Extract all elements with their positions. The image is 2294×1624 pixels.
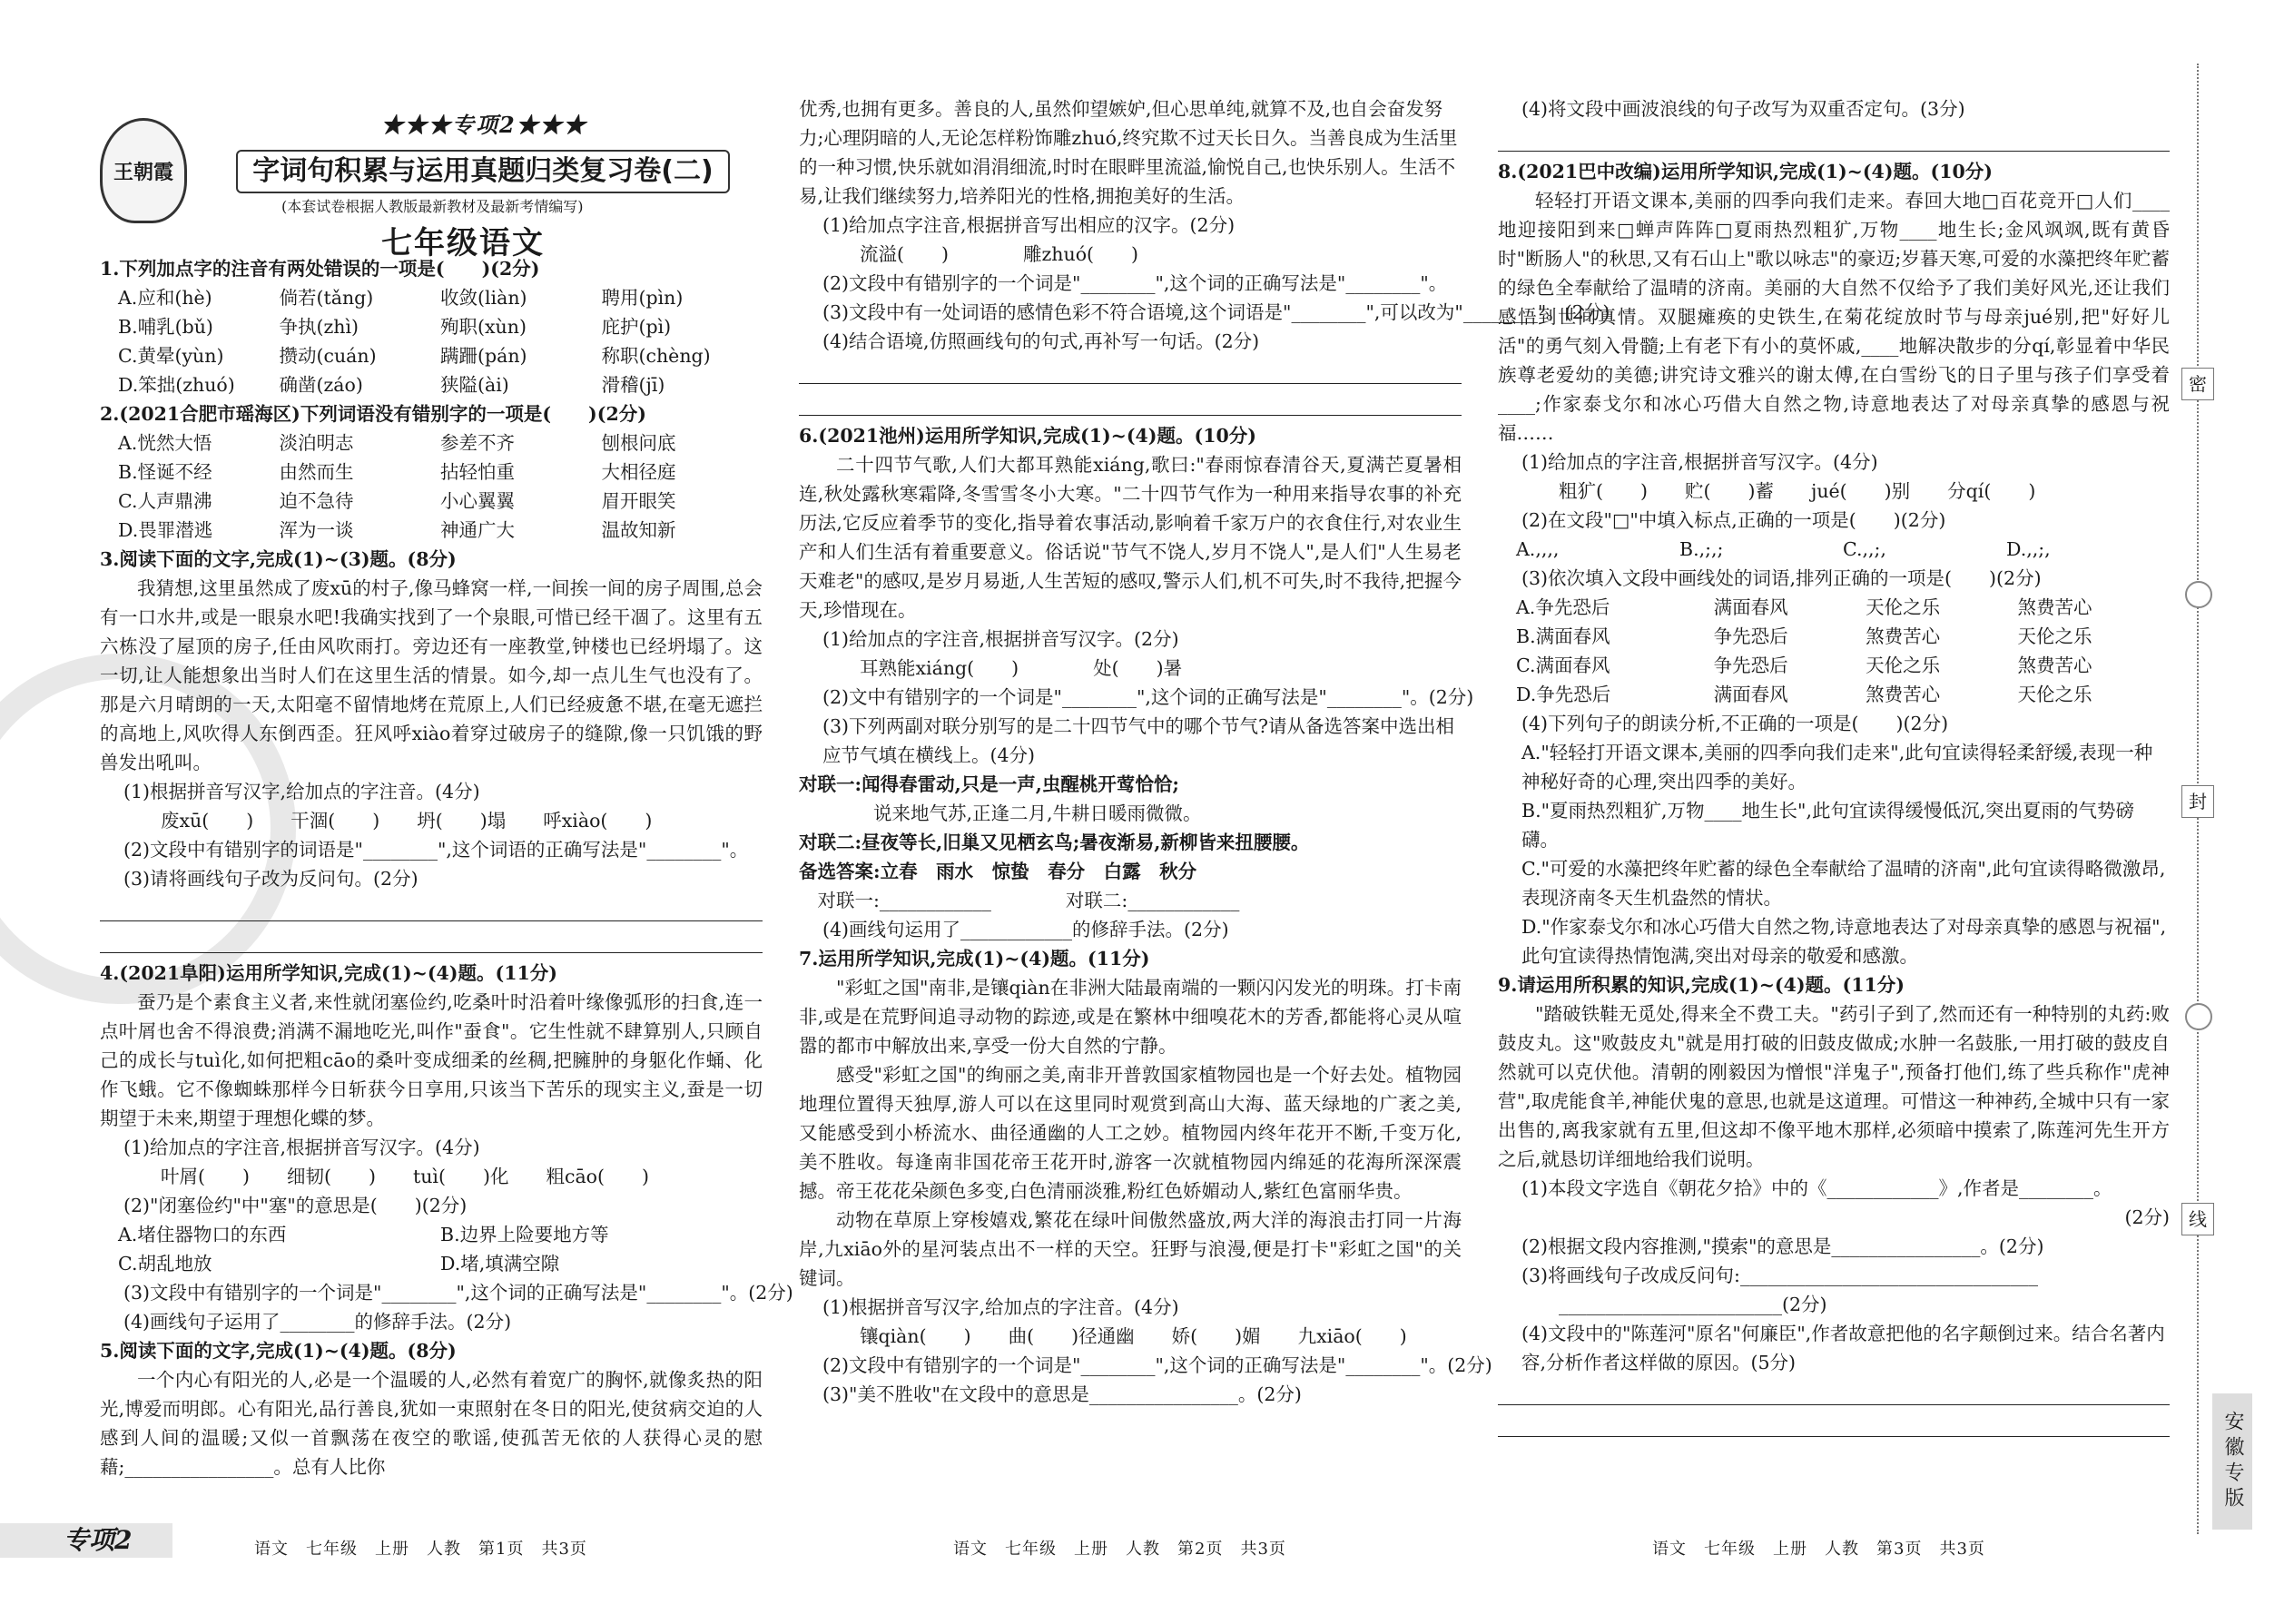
question-line: 备选答案:立春 雨水 惊蛰 春分 白露 秋分 <box>799 861 1197 882</box>
passage-paragraph: 感受"彩虹之国"的绚丽之美,南非开普敦国家植物园也是一个好去处。植物园地理位置得天独厚,游人可以在这里同时观赏到高山大海、蓝天绿地的广袤之美,又能感受到小桥流水、曲径通幽的人工之妙。植物园内终年花开不断,千变万化,美不胜收。每逢南非国花帝王花开时,游客一次就植物园内绵延的花海所深深震撼。帝王花花朵颜色多变,白色清丽淡雅,粉红色娇媚动人,紫红色富丽华贵。 <box>799 1064 1462 1202</box>
option-item: C.满面春风 <box>1516 655 1610 676</box>
page-footer-3: 语文 七年级 上册 人教 第3页 共3页 <box>1652 1540 1985 1559</box>
question-line: (3)将画线句子改成反问句:________________________________ <box>1521 1265 2038 1286</box>
option-item: A.应和(hè) <box>118 287 212 309</box>
question-line: (3)"美不胜收"在文段中的意思是________________。(2分) <box>822 1383 1302 1405</box>
option-row <box>100 487 763 516</box>
option-item: 由然而生 <box>279 461 354 483</box>
option-item: 争执(zhì) <box>279 316 359 338</box>
option-item: 攒动(cuán) <box>279 345 377 367</box>
question-line: (3)请将画线句子改为反问句。(2分) <box>123 868 418 890</box>
question-heading: 1.下列加点字的注音有两处错误的一项是( )(2分) <box>100 258 540 280</box>
option-item: C.人声鼎沸 <box>118 490 212 512</box>
question-line: (1)给加点字注音,根据拼音写出相应的汉字。(2分) <box>822 214 1236 236</box>
option-item: D.堵,填满空隙 <box>440 1253 560 1275</box>
column-1 <box>100 254 793 1481</box>
binding-char: 密 <box>2181 368 2214 400</box>
option-item: 天伦之乐 <box>2017 625 2092 647</box>
question-line: (3)文段中有一处词语的感情色彩不符合语境,这个词语是"________",可以改为"________"。(2分) <box>822 301 1610 323</box>
question-line: 粗犷( ) 贮( )蓄 jué( )别 分qí( ) <box>1521 480 2036 502</box>
question-line: (3)下列两副对联分别写的是二十四节气中的哪个节气?请从备选答案中选出相应节气填在横线上。(4分) <box>822 715 1455 766</box>
question-line: 镶qiàn( ) 曲( )径通幽 娇( )媚 九xiāo( ) <box>822 1325 1407 1347</box>
passage-paragraph: 优秀,也拥有更多。善良的人,虽然仰望嫉妒,但心思单纯,就算不及,也自会奋发努力;心理阴暗的人,无论怎样粉饰雕zhuó,终究欺不过天长日久。当善良成为生活里的一种习惯,快乐就如涓涓细流,时时在眼畔里流溢,愉悦自己,也快乐别人。生活不易,让我们继续努力,培养阳光的性格,拥抱美好的生活。 <box>799 98 1458 207</box>
special-tag: ★★★专项2★★★ <box>381 112 587 138</box>
answer-line[interactable] <box>100 895 763 921</box>
binding-char: 线 <box>2181 1203 2214 1235</box>
brand-logo: 王朝霞 <box>100 118 187 223</box>
option-row <box>1498 535 2170 564</box>
answer-line[interactable] <box>1498 1411 2170 1437</box>
option-item: 称职(chèng) <box>601 345 711 367</box>
option-row <box>100 1220 763 1249</box>
paper-title: 字词句积累与运用真题归类复习卷(二) <box>236 150 730 193</box>
question-line: (2分) <box>2124 1206 2170 1228</box>
option-item: 迫不急待 <box>279 490 354 512</box>
option-row <box>1498 622 2170 651</box>
option-item: 煞费苦心 <box>2017 596 2092 618</box>
option-item: 天伦之乐 <box>2017 684 2092 705</box>
option-item: 聘用(pìn) <box>601 287 684 309</box>
option-item: 天伦之乐 <box>1866 596 1941 618</box>
question-line: (2)文段中有错别字的词语是"________",这个词语的正确写法是"________"。 <box>123 839 749 861</box>
passage-paragraph: 轻轻打开语文课本,美丽的四季向我们走来。春回大地□百花竞开□人们____地迎接阳到来□蝉声阵阵□夏雨热烈粗犷,万物____地生长;金风飒飒,既有黄昏时"断肠人"的秋思,又有石山上"歌以咏志"的豪迈;岁暮天寒,可爱的水藻把终年贮蓄的绿色全奉献给了温晴的济南。美丽的大自然不仅给予了我们美好风光,还让我们感悟到世间真情。双腿瘫痪的史铁生,在菊花绽放时节与母亲jué别,把"好好儿活"的勇气刻入骨髓;上有老下有小的莫怀戚,____地解决散步的分qí,彰显着中华民族尊老爱幼的美德;讲究诗文雅兴的谢太傅,在白雪纷飞的日子里与孩子们享受着____;作家泰戈尔和冰心巧借大自然之物,诗意地表达了对母亲真挚的感恩与祝福…… <box>1498 190 2170 444</box>
answer-line[interactable] <box>100 927 763 953</box>
question-line: (4)结合语境,仿照画线句的句式,再补写一句话。(2分) <box>822 330 1260 352</box>
question-heading: 5.阅读下面的文字,完成(1)~(4)题。(8分) <box>100 1340 457 1362</box>
option-item: B.哺乳(bǔ) <box>118 316 213 338</box>
option-row <box>100 428 763 458</box>
question-line: 废xū( ) 干涸( ) 坍( )塌 呼xiào( ) <box>123 810 653 832</box>
option-item: 小心翼翼 <box>440 490 515 512</box>
option-item: 温故知新 <box>601 519 676 541</box>
option-item: A.,,,, <box>1516 538 1560 560</box>
option-item: 煞费苦心 <box>2017 655 2092 676</box>
question-line: (3)依次填入文段中画线处的词语,排列正确的一项是( )(2分) <box>1521 567 2042 589</box>
option-item: D.争先恐后 <box>1516 684 1611 705</box>
question-heading: 9.请运用所积累的知识,完成(1)~(4)题。(11分) <box>1498 974 1905 996</box>
option-item: 确凿(záo) <box>279 374 363 396</box>
option-item: D.畏罪潜逃 <box>118 519 213 541</box>
passage-paragraph: "彩虹之国"南非,是镶qiàn在非洲大陆最南端的一颗闪闪发光的明珠。打卡南非,或是在荒野间追寻动物的踪迹,或是在繁林中细嗅花木的芳香,都能将心灵从喧嚣的都市中解放出来,享受一份大自然的宁静。 <box>799 977 1462 1057</box>
option-item: 参差不齐 <box>440 432 515 454</box>
option-item: 倘若(tǎng) <box>279 287 374 309</box>
option-item: D.,,;, <box>2006 538 2051 560</box>
question-heading: 7.运用所学知识,完成(1)~(4)题。(11分) <box>799 948 1150 969</box>
question-line: (2)文段中有错别字的一个词是"________",这个词的正确写法是"________"。 <box>822 272 1448 294</box>
question-line: (2)文段中有错别字的一个词是"________",这个词的正确写法是"________"。(2分) <box>822 1354 1492 1376</box>
passage-paragraph: 我猜想,这里虽然成了废xū的村子,像马蜂窝一样,一间挨一间的房子周围,总会有一口水井,或是一眼泉水吧!我确实找到了一个泉眼,可惜已经干凅了。这里有五六栋没了屋顶的房子,任由风吹雨打。旁边还有一座教堂,钟楼也已经坍塌了。这一切,让人能想象出当时人们在这里生活的情景。如今,却一点儿生气也没有了。那是六月晴朗的一天,太阳毫不留情地烤在荒原上,人们已经疲惫不堪,在毫无遮拦的高地上,风吹得人东倒西歪。狂风呼xiào着穿过破房子的缝隙,像一只饥饿的野兽发出吼叫。 <box>100 577 763 773</box>
question-line: 对联一:____________ 对联二:____________ <box>799 890 1240 911</box>
option-item: 天伦之乐 <box>1866 655 1941 676</box>
question-heading: 6.(2021池州)运用所学知识,完成(1)~(4)题。(10分) <box>799 425 1256 447</box>
question-line: 说来地气苏,正逢二月,牛耕日暖雨微微。 <box>799 802 1202 824</box>
option-item: 神通广大 <box>440 519 515 541</box>
question-heading: 2.(2021合肥市瑶海区)下列词语没有错别字的一项是( )(2分) <box>100 403 646 425</box>
question-line: ________________________(2分) <box>1521 1294 1827 1315</box>
binding-char: 封 <box>2181 785 2214 818</box>
question-line: B."夏雨热烈粗犷,万物____地生长",此句宜读得缓慢低沉,突出夏雨的气势磅礴。 <box>1521 800 2134 851</box>
grade-subject-title: 七年级语文 <box>381 225 545 261</box>
passage-paragraph: 动物在草原上穿梭嬉戏,繁花在绿叶间傲然盛放,两大洋的海浪击打同一片海岸,九xiāo外的星河装点出不一样的天空。狂野与浪漫,便是打卡"彩虹之国"的关键词。 <box>799 1209 1462 1289</box>
question-heading: 3.阅读下面的文字,完成(1)~(3)题。(8分) <box>100 548 457 570</box>
passage-paragraph: 一个内心有阳光的人,必是一个温暖的人,必然有着宽广的胸怀,就像炙热的阳光,博爱而明郎。心有阳光,品行善良,犹如一束照射在冬日的阳光,使贫病交迫的人感到人间的温暖;又似一首飘荡在夜空的歌谣,使孤苦无依的人获得心灵的慰藉;________________。总有人比你 <box>100 1369 763 1478</box>
option-item: 蹒跚(pán) <box>440 345 527 367</box>
answer-line[interactable] <box>799 358 1462 384</box>
binding-hole-icon <box>2185 1003 2212 1030</box>
option-item: 争先恐后 <box>1713 625 1788 647</box>
option-item: 大相径庭 <box>601 461 676 483</box>
question-line: 对联二:昼夜等长,旧巢又见栖玄鸟;暑夜渐易,新柳皆来扭腰腰。 <box>799 832 1310 853</box>
option-item: 狭隘(ài) <box>440 374 509 396</box>
question-line: C."可爱的水藻把终年贮蓄的绿色全奉献给了温晴的济南",此句宜读得略微激昂,表现济南冬天生机盎然的情状。 <box>1521 858 2166 909</box>
passage-paragraph: 二十四节气歌,人们大都耳熟能xiáng,歌曰:"春雨惊春清谷天,夏满芒夏暑相连,秋处露秋寒霜降,冬雪雪冬小大寒。"二十四节气作为一种用来指导农事的补充历法,它反应着季节的变化,指导着农事活动,影响着千家万户的衣食住行,对农业生产和人们生活有着重要意义。俗话说"节气不饶人,岁月不饶人",是人们"人生易老天难老"的感叹,是岁月易逝,人生苦短的感叹,警示人们,机不可失,时不我待,把握今天,珍惜现在。 <box>799 454 1462 621</box>
page-footer-1: 语文 七年级 上册 人教 第1页 共3页 <box>254 1540 587 1559</box>
option-row <box>100 312 763 341</box>
option-item: 庇护(pì) <box>601 316 672 338</box>
answer-line[interactable] <box>1498 1379 2170 1405</box>
option-item: C.,,;, <box>1843 538 1886 560</box>
binding-hole-icon <box>2185 581 2212 608</box>
option-item: 满面春风 <box>1713 596 1788 618</box>
question-heading: 8.(2021巴中改编)运用所学知识,完成(1)~(4)题。(10分) <box>1498 161 1993 182</box>
question-line: A."轻轻打开语文课本,美丽的四季向我们走来",此句宜读得轻柔舒缓,表现一种神秘好奇的心理,突出四季的美好。 <box>1521 742 2153 792</box>
question-line: (1)本段文字选自《朝花夕拾》中的《____________》,作者是________。 <box>1521 1177 2112 1199</box>
option-item: 殉职(xùn) <box>440 316 527 338</box>
question-line: (1)给加点的字注音,根据拼音写汉字。(2分) <box>822 628 1179 650</box>
option-row <box>100 341 763 370</box>
option-item: 煞费苦心 <box>1866 625 1941 647</box>
answer-line[interactable] <box>799 389 1462 416</box>
option-item: 滑稽(jī) <box>601 374 665 396</box>
passage-paragraph: 蚕乃是个素食主义者,来性就闭塞俭约,吃桑叶时沿着叶缘像弧形的扫食,连一点叶屑也舍不得浪费;消满不漏地吃光,叫作"蚕食"。它生性就不肆算别人,只顾自己的成长与tuì化,如何把粗cāo的桑叶变成细柔的丝稠,把臃肿的身躯化作蛹、化作飞蛾。它不像蜘蛛那样今日斩获今日享用,只该当下苦乐的现实主义,蚕是一切期望于未来,期望于理想化蝶的梦。 <box>100 991 763 1129</box>
question-line: 对联一:闻得春雷动,只是一声,虫醒桃开莺恰恰; <box>799 773 1179 795</box>
subtitle-note: (本套试卷根据人教版最新教材及最新考情编写) <box>281 198 584 215</box>
question-line: (4)画线句运用了____________的修辞手法。(2分) <box>822 919 1229 940</box>
question-line: D."作家泰戈尔和冰心巧借大自然之物,诗意地表达了对母亲真挚的感恩与祝福",此句宜读得热情饱满,突出对母亲的敬爱和感激。 <box>1521 916 2167 967</box>
option-row <box>1498 680 2170 709</box>
option-row <box>100 370 763 399</box>
question-line: (1)给加点的字注音,根据拼音写汉字。(4分) <box>123 1137 480 1158</box>
question-line: 叶屑( ) 细韧( ) tuì( )化 粗cāo( ) <box>123 1166 650 1187</box>
question-line: (4)文段中的"陈莲河"原名"何廉臣",作者故意把他的名字颠倒过来。结合名著内容,分析作者这样做的原因。(5分) <box>1521 1323 2165 1373</box>
option-item: 淡泊明志 <box>279 432 354 454</box>
column-3 <box>1498 94 2170 1442</box>
option-item: B.边界上险要地方等 <box>440 1224 609 1245</box>
question-line: (4)将文段中画波浪线的句子改写为双重否定句。(3分) <box>1521 98 1965 120</box>
question-heading: 4.(2021阜阳)运用所学知识,完成(1)~(4)题。(11分) <box>100 962 557 984</box>
answer-line[interactable] <box>1498 125 2170 152</box>
question-line: (1)根据拼音写汉字,给加点的字注音。(4分) <box>822 1296 1179 1318</box>
question-line: (4)画线句子运用了________的修辞手法。(2分) <box>123 1311 512 1333</box>
option-item: B.,;,; <box>1679 538 1724 560</box>
option-item: 煞费苦心 <box>1866 684 1941 705</box>
option-item: 满面春风 <box>1713 684 1788 705</box>
question-line: (2)"闭塞俭约"中"塞"的意思是( )(2分) <box>123 1195 468 1216</box>
question-line: (1)根据拼音写汉字,给加点的字注音。(4分) <box>123 781 480 802</box>
question-line: (2)在文段"□"中填入标点,正确的一项是( )(2分) <box>1521 509 1946 531</box>
option-item: A.恍然大悟 <box>118 432 212 454</box>
section-badge: 专项2 <box>0 1523 172 1558</box>
option-item: A.堵住器物口的东西 <box>118 1224 287 1245</box>
option-item: 眉开眼笑 <box>601 490 676 512</box>
passage-paragraph: "踏破铁鞋无觅处,得来全不费工夫。"药引子到了,然而还有一种特别的丸药:败鼓皮丸。这"败鼓皮丸"就是用打破的旧鼓皮做成;水肿一名鼓胀,一用打破的鼓皮自然就可以克伏他。清朝的刚毅因为憎恨"洋鬼子",预备打他们,练了些兵称作"虎神营",取虎能食羊,神能伏鬼的意思,也就是这道理。可惜这一种神药,全城中只有一家出售的,离我家就有五里,但这却不像平地木那样,必须暗中摸索了,陈莲河先生开方之后,就恳切详细地给我们说明。 <box>1498 1003 2170 1170</box>
option-row <box>100 458 763 487</box>
question-line: (2)根据文段内容推测,"摸索"的意思是________________。(2分) <box>1521 1235 2044 1257</box>
question-line: (2)文中有错别字的一个词是"________",这个词的正确写法是"________"。(2分) <box>822 686 1474 708</box>
option-item: A.争先恐后 <box>1516 596 1610 618</box>
question-line: 耳熟能xiáng( ) 处( )暑 <box>822 657 1183 679</box>
option-item: 拈轻怕重 <box>440 461 515 483</box>
option-item: 争先恐后 <box>1713 655 1788 676</box>
question-line: 流溢( ) 雕zhuó( ) <box>822 243 1139 265</box>
option-item: B.怪诞不经 <box>118 461 212 483</box>
option-item: B.满面春风 <box>1516 625 1610 647</box>
option-item: 收敛(liàn) <box>440 287 527 309</box>
option-item: C.黄晕(yùn) <box>118 345 224 367</box>
option-row <box>1498 593 2170 622</box>
option-item: D.笨拙(zhuó) <box>118 374 235 396</box>
page-footer-2: 语文 七年级 上册 人教 第2页 共3页 <box>953 1540 1286 1559</box>
option-row <box>1498 651 2170 680</box>
option-row <box>100 1249 763 1278</box>
option-item: 刨根问底 <box>601 432 676 454</box>
option-item: 浑为一谈 <box>279 519 354 541</box>
question-line: (1)给加点的字注音,根据拼音写汉字。(4分) <box>1521 451 1878 473</box>
question-line: (3)文段中有错别字的一个词是"________",这个词的正确写法是"________"。(2分) <box>123 1282 793 1304</box>
question-line: (4)下列句子的朗读分析,不正确的一项是( )(2分) <box>1521 713 1949 734</box>
option-item: C.胡乱地放 <box>118 1253 212 1275</box>
option-row <box>100 283 763 312</box>
edition-label: 安徽专版 <box>2212 1393 2252 1530</box>
option-row <box>100 516 763 545</box>
